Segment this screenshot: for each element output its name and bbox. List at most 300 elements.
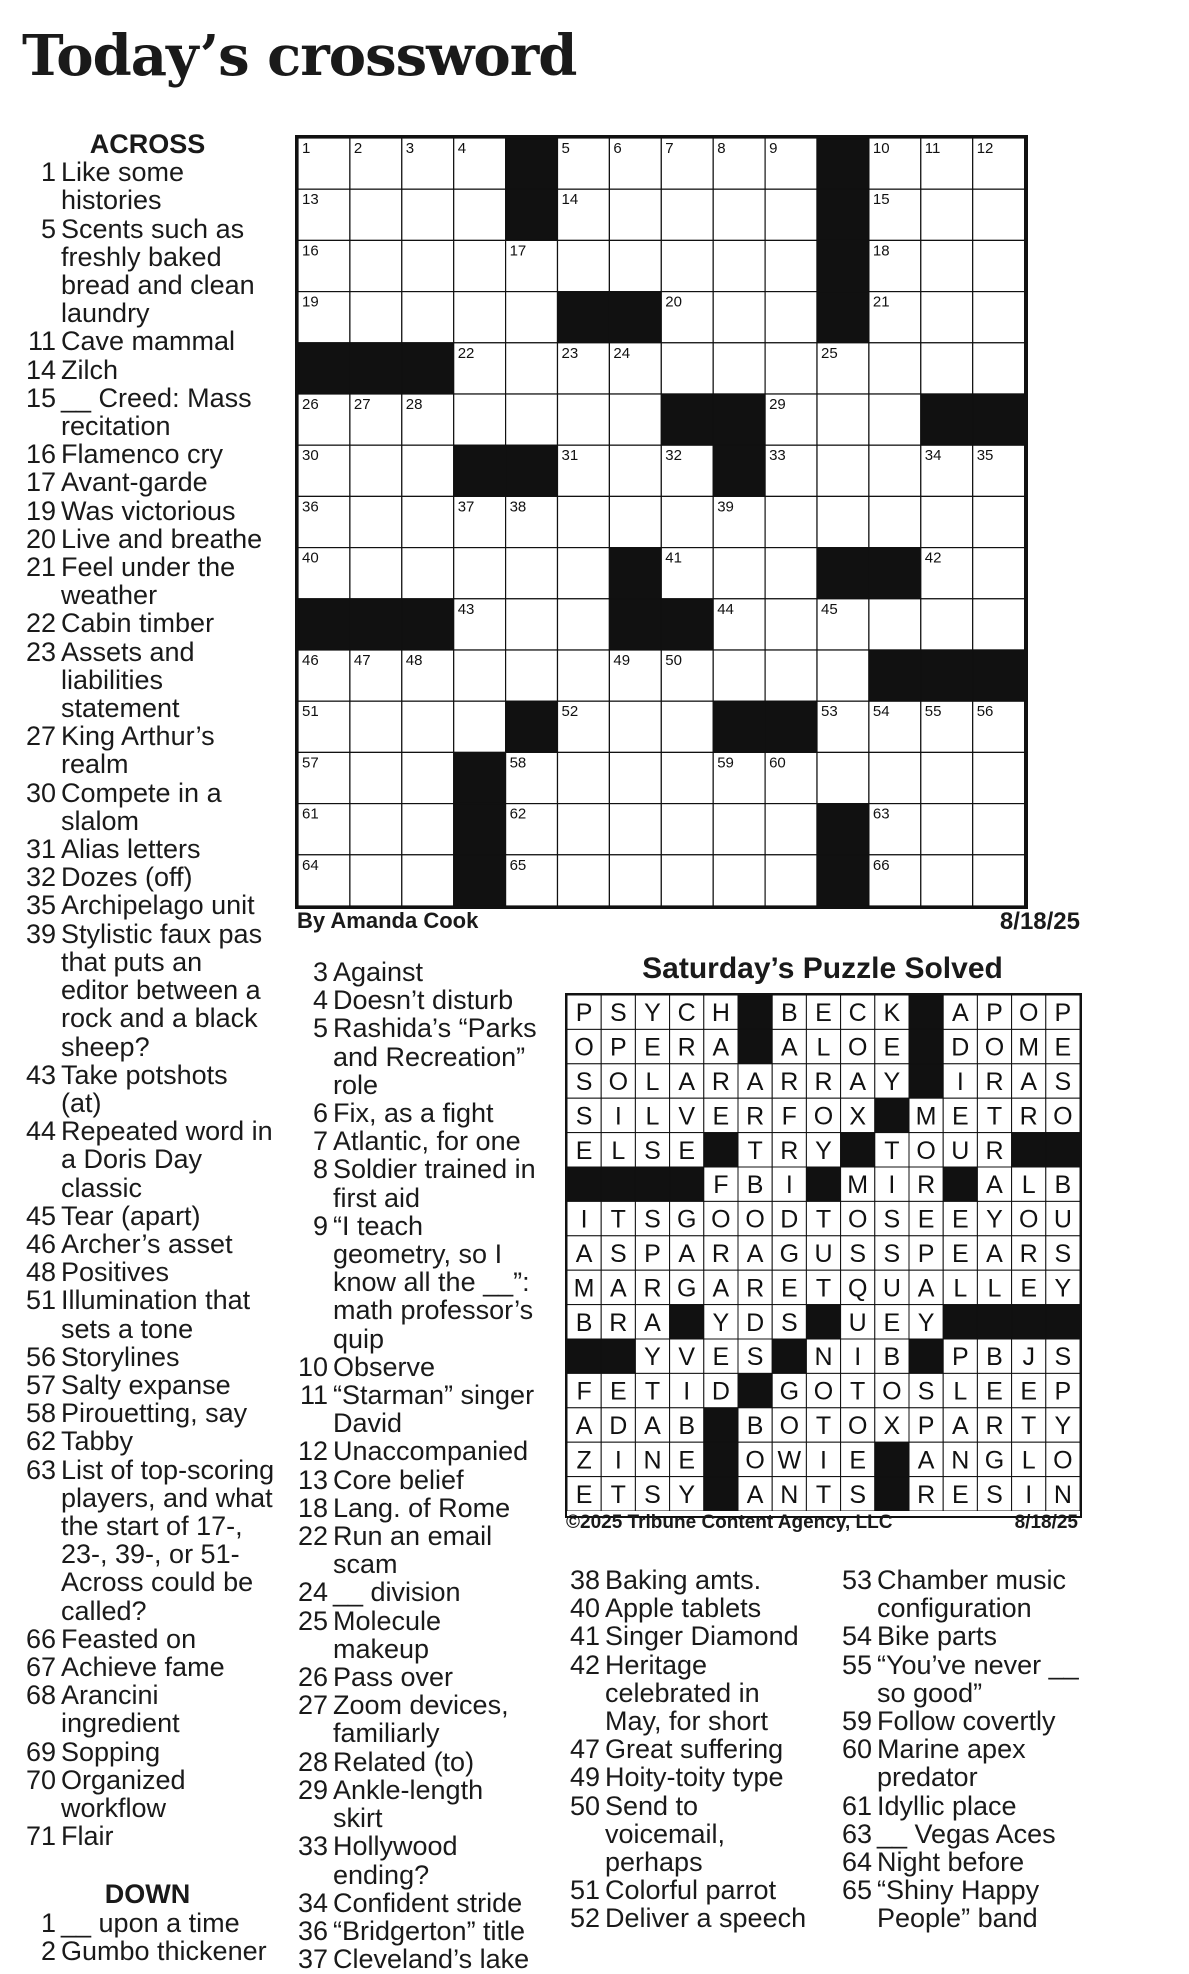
solved-letter: O [1018, 999, 1039, 1028]
solved-letter: U [1053, 1205, 1072, 1234]
clue-number: 46 [25, 1228, 56, 1259]
solved-letter: Y [986, 1205, 1003, 1234]
solved-letter: Y [815, 1136, 832, 1165]
grid-cell[interactable] [973, 189, 1025, 240]
black-square [713, 394, 765, 445]
clue-text: Marine apex predator [877, 1734, 1026, 1793]
black-square [661, 394, 713, 445]
clue-down_c-40 [562, 1594, 822, 1622]
clue-across-58 [20, 1399, 275, 1427]
solved-letter: V [678, 1343, 696, 1372]
grid-cell[interactable] [402, 240, 454, 291]
grid-cell[interactable] [713, 240, 765, 291]
solved-letter: T [644, 1377, 661, 1406]
grid-cell[interactable] [350, 548, 402, 599]
across-list [20, 158, 275, 1850]
grid-cell[interactable] [506, 548, 558, 599]
solved-letter: S [644, 1480, 661, 1509]
grid-cell[interactable] [350, 445, 402, 496]
solved-letter: Y [678, 1480, 696, 1509]
grid-cell[interactable] [765, 855, 817, 906]
solved-letter: I [956, 1068, 964, 1096]
clue-number: 41 [569, 1621, 600, 1652]
grid-cell[interactable] [609, 752, 661, 803]
solved-letter: L [611, 1136, 626, 1165]
solved-letter: R [814, 1068, 833, 1096]
solved-letter: I [683, 1377, 691, 1406]
clue-number: 63 [841, 1818, 872, 1849]
solved-letter: Z [576, 1446, 592, 1475]
cell-number: 4 [457, 140, 467, 157]
clue-text: Ankle-length skirt [333, 1774, 484, 1834]
grid-cell[interactable] [765, 548, 817, 599]
grid-cell[interactable] [558, 855, 610, 906]
clue-number: 64 [841, 1847, 872, 1878]
grid-cell[interactable] [869, 445, 921, 496]
cell-number: 42 [924, 549, 942, 567]
solved-letter: E [849, 1446, 867, 1475]
solved-letter: A [986, 1240, 1003, 1268]
cell-number: 51 [302, 703, 319, 721]
clue-text: __ division [333, 1577, 461, 1608]
clue-number: 5 [312, 1013, 328, 1044]
clue-across-15 [20, 384, 275, 440]
clue-number: 34 [297, 1887, 328, 1918]
grid-cell[interactable] [609, 189, 661, 240]
solved-letter: S [883, 1240, 901, 1268]
clue-across-66 [20, 1625, 275, 1653]
clue-down_b-5 [290, 1014, 540, 1099]
clue-text: Tear (apart) [61, 1200, 201, 1231]
grid-cell[interactable] [454, 394, 506, 445]
solved-letter: S [609, 999, 627, 1028]
grid-cell[interactable] [713, 855, 765, 906]
solved-letter: P [951, 1343, 969, 1372]
grid-cell[interactable] [609, 804, 661, 855]
solved-letter: T [884, 1136, 900, 1165]
cell-number: 53 [821, 703, 838, 721]
solved-letter: G [676, 1274, 697, 1303]
grid-cell[interactable] [661, 343, 713, 394]
down-header: DOWN [104, 1879, 191, 1910]
grid-cell[interactable] [558, 548, 610, 599]
solved-letter: O [711, 1205, 731, 1234]
solved-letter: F [713, 1171, 729, 1200]
clue-down_d-61 [834, 1792, 1089, 1820]
clue-number: 23 [25, 636, 56, 667]
clue-down_b-6 [290, 1099, 540, 1127]
solved-letter: O [779, 1412, 800, 1440]
grid-cell[interactable] [817, 496, 869, 547]
crossword-grid[interactable] [295, 135, 1028, 909]
solved-letter: R [677, 1033, 696, 1062]
grid-cell[interactable] [506, 650, 558, 701]
clue-across-39 [20, 920, 275, 1061]
grid-cell[interactable] [609, 855, 661, 906]
clue-across-11 [20, 327, 275, 355]
clue-column-4 [834, 1566, 1089, 1933]
solved-letter: Y [644, 999, 661, 1028]
grid-cell[interactable] [350, 804, 402, 855]
grid-cell[interactable] [350, 240, 402, 291]
clue-number: 53 [841, 1565, 872, 1595]
clue-number: 61 [841, 1790, 872, 1821]
clue-number: 40 [569, 1593, 600, 1624]
black-square [704, 1442, 738, 1476]
grid-cell[interactable] [869, 599, 921, 650]
black-square [909, 1064, 943, 1098]
clue-number: 28 [297, 1746, 328, 1777]
black-square [704, 1133, 738, 1167]
solved-letter: K [883, 999, 901, 1028]
solved-letter: S [644, 1205, 661, 1234]
grid-cell[interactable] [713, 189, 765, 240]
grid-cell[interactable] [402, 548, 454, 599]
grid-cell[interactable] [869, 752, 921, 803]
solved-letter: M [847, 1171, 869, 1200]
grid-cell[interactable] [765, 496, 817, 547]
grid-cell[interactable] [558, 650, 610, 701]
grid-cell[interactable] [713, 292, 765, 343]
clue-down_b-3 [290, 958, 540, 986]
clue-number: 38 [569, 1565, 600, 1595]
clue-text: Heritage celebrated in May, for short [605, 1649, 769, 1737]
solved-letter: O [1018, 1205, 1039, 1234]
grid-cell[interactable] [765, 650, 817, 701]
grid-cell[interactable] [558, 496, 610, 547]
grid-cell[interactable] [402, 292, 454, 343]
grid-cell[interactable] [609, 394, 661, 445]
solved-letter: E [678, 1136, 696, 1165]
cell-number: 15 [872, 191, 890, 209]
grid-cell[interactable] [506, 343, 558, 394]
grid-cell[interactable] [350, 855, 402, 906]
black-square [567, 1167, 601, 1201]
grid-cell[interactable] [973, 804, 1025, 855]
grid-cell[interactable] [713, 343, 765, 394]
grid-cell[interactable] [973, 752, 1025, 803]
grid-cell[interactable] [350, 496, 402, 547]
cell-number: 19 [302, 293, 319, 311]
grid-cell[interactable] [765, 343, 817, 394]
clue-down_c-41 [562, 1622, 822, 1650]
solved-letter: X [849, 1102, 867, 1131]
solved-letter: L [816, 1033, 831, 1062]
grid-cell[interactable] [661, 804, 713, 855]
cell-number: 47 [353, 652, 371, 669]
clue-text: Related (to) [333, 1746, 475, 1777]
grid-cell[interactable] [402, 189, 454, 240]
grid-cell[interactable] [765, 804, 817, 855]
solved-letter: O [813, 1377, 834, 1406]
clue-down_b-9 [290, 1212, 540, 1353]
black-square [670, 1305, 704, 1339]
clue-text: Bike parts [877, 1621, 998, 1652]
clue-across-70 [20, 1766, 275, 1822]
grid-cell[interactable] [817, 650, 869, 701]
solved-letter: E [951, 1205, 969, 1234]
clue-text: Scents such as freshly baked bread and clean laundry [61, 213, 255, 329]
grid-cell[interactable] [558, 240, 610, 291]
grid-cell[interactable] [765, 240, 817, 291]
solved-letter: S [746, 1343, 764, 1372]
clue-text: Take potshots (at) [61, 1059, 228, 1118]
grid-cell[interactable] [609, 701, 661, 752]
solved-letter: F [576, 1377, 592, 1406]
clue-number: 45 [25, 1200, 56, 1231]
clue-across-57 [20, 1371, 275, 1399]
clue-number: 59 [841, 1706, 872, 1737]
clue-number: 8 [312, 1154, 328, 1185]
clue-across-14 [20, 356, 275, 384]
clue-down_b-18 [290, 1494, 540, 1522]
grid-cell[interactable] [765, 292, 817, 343]
copyright: ©2025 Tribune Content Agency, LLC [566, 1512, 893, 1533]
grid-cell[interactable] [869, 496, 921, 547]
grid-cell[interactable] [402, 855, 454, 906]
grid-cell[interactable] [661, 752, 713, 803]
grid-cell[interactable] [973, 496, 1025, 547]
black-square [875, 1098, 909, 1132]
grid-cell[interactable] [350, 189, 402, 240]
solved-letter: E [678, 1446, 696, 1475]
clue-text: Observe [333, 1351, 436, 1382]
solved-letter: R [746, 1102, 765, 1131]
solved-letter: N [814, 1343, 833, 1372]
grid-cell[interactable] [973, 548, 1025, 599]
grid-cell[interactable] [765, 189, 817, 240]
solved-letter: R [917, 1171, 936, 1200]
clue-text: Pass over [333, 1662, 454, 1693]
solved-letter: L [987, 1274, 1002, 1303]
grid-cell[interactable] [609, 496, 661, 547]
grid-cell[interactable] [558, 394, 610, 445]
grid-cell[interactable] [973, 599, 1025, 650]
cell-number: 2 [353, 140, 363, 157]
grid-cell[interactable] [350, 701, 402, 752]
grid-cell[interactable] [973, 855, 1025, 906]
grid-cell[interactable] [817, 445, 869, 496]
grid-cell[interactable] [869, 343, 921, 394]
solved-letter: A [917, 1446, 935, 1475]
solved-letter: Q [847, 1274, 868, 1303]
solved-letter: U [882, 1274, 901, 1303]
page-title: Today’s crossword [22, 23, 577, 89]
black-square [454, 804, 506, 855]
clue-text: Great suffering [605, 1734, 784, 1765]
clue-text: Illumination that sets a tone [61, 1285, 251, 1344]
clue-text: List of top-scoring players, and what the start of 17-, 23-, 39-, or 51-Across could be called? [61, 1454, 275, 1626]
grid-cell[interactable] [402, 752, 454, 803]
black-square [841, 1133, 875, 1167]
cell-number: 24 [613, 344, 631, 362]
grid-cell[interactable] [454, 240, 506, 291]
clue-text: Atlantic, for one [333, 1126, 521, 1157]
cell-number: 65 [509, 856, 527, 874]
clue-down_b-28 [290, 1748, 540, 1776]
grid-cell[interactable] [817, 394, 869, 445]
clue-text: Baking amts. [605, 1565, 762, 1595]
grid-cell[interactable] [973, 343, 1025, 394]
cell-number: 59 [717, 754, 734, 772]
clue-down_b-34 [290, 1889, 540, 1917]
solved-letter: P [917, 1412, 935, 1440]
grid-cell[interactable] [558, 599, 610, 650]
cell-number: 23 [561, 344, 579, 362]
clue-text: Arancini ingredient [61, 1680, 180, 1739]
grid-cell[interactable] [921, 343, 973, 394]
black-square [973, 394, 1025, 445]
solved-letter: E [575, 1136, 593, 1165]
solved-letter: Y [644, 1343, 661, 1372]
black-square [713, 701, 765, 752]
clue-number: 29 [297, 1774, 328, 1805]
solved-letter: A [951, 999, 969, 1028]
clue-text: Deliver a speech [605, 1903, 807, 1934]
solved-letter: B [883, 1343, 901, 1372]
black-square [601, 1339, 635, 1373]
solved-letter: S [986, 1480, 1003, 1509]
cell-number: 25 [821, 344, 838, 362]
cell-number: 8 [717, 140, 726, 157]
cell-number: 56 [976, 703, 994, 721]
grid-cell[interactable] [869, 394, 921, 445]
clue-across-27 [20, 722, 275, 778]
cell-number: 50 [665, 652, 682, 669]
clue-number: 58 [25, 1398, 56, 1429]
grid-cell[interactable] [350, 752, 402, 803]
solved-letter: L [645, 1068, 660, 1096]
grid-cell[interactable] [350, 292, 402, 343]
grid-cell[interactable] [609, 240, 661, 291]
grid-cell[interactable] [609, 445, 661, 496]
clue-number: 54 [841, 1621, 872, 1652]
cell-number: 52 [561, 703, 579, 721]
grid-cell[interactable] [661, 701, 713, 752]
grid-cell[interactable] [713, 804, 765, 855]
clue-number: 14 [25, 354, 56, 385]
grid-cell[interactable] [506, 599, 558, 650]
grid-cell[interactable] [454, 548, 506, 599]
solved-grid [565, 993, 1082, 1518]
grid-cell[interactable] [973, 240, 1025, 291]
cell-number: 17 [509, 242, 527, 260]
grid-cell[interactable] [921, 240, 973, 291]
solved-letter: W [777, 1446, 802, 1475]
clue-text: “Shiny Happy People” band [877, 1875, 1040, 1934]
solved-letter: P [644, 1240, 661, 1268]
black-square [875, 1442, 909, 1476]
clue-text: Hoity-toity type [605, 1762, 784, 1793]
grid-cell[interactable] [713, 650, 765, 701]
grid-cell[interactable] [661, 240, 713, 291]
grid-cell[interactable] [506, 292, 558, 343]
grid-cell[interactable] [921, 496, 973, 547]
grid-cell[interactable] [817, 752, 869, 803]
clue-text: Flamenco cry [61, 439, 224, 470]
grid-cell[interactable] [454, 292, 506, 343]
grid-cell[interactable] [454, 189, 506, 240]
cell-number: 60 [769, 754, 786, 772]
grid-cell[interactable] [558, 752, 610, 803]
clue-text: Organized workflow [61, 1764, 186, 1823]
clue-number: 36 [297, 1915, 328, 1946]
grid-cell[interactable] [454, 650, 506, 701]
grid-cell[interactable] [765, 599, 817, 650]
solved-letter: T [815, 1274, 832, 1303]
grid-cell[interactable] [921, 804, 973, 855]
cell-number: 62 [509, 805, 527, 823]
black-square [670, 1167, 704, 1201]
solved-title: Saturday’s Puzzle Solved [642, 952, 1003, 985]
solved-letter: I [1025, 1480, 1033, 1509]
grid-cell[interactable] [921, 855, 973, 906]
grid-cell[interactable] [506, 394, 558, 445]
solved-letter: R [917, 1480, 936, 1509]
cell-number: 16 [302, 242, 319, 260]
cell-number: 66 [872, 856, 890, 874]
solved-letter: D [609, 1412, 628, 1440]
clue-column-1 [20, 130, 275, 1965]
solved-letter: A [644, 1412, 661, 1440]
solved-letter: G [779, 1240, 800, 1268]
solved-letter: M [573, 1274, 595, 1303]
grid-cell[interactable] [921, 189, 973, 240]
grid-cell[interactable] [973, 292, 1025, 343]
grid-cell[interactable] [661, 855, 713, 906]
clue-text: Against [333, 957, 424, 987]
black-square [817, 548, 869, 599]
clue-across-69 [20, 1738, 275, 1766]
grid-cell[interactable] [921, 752, 973, 803]
clue-across-43 [20, 1061, 275, 1117]
clue-down_b-25 [290, 1607, 540, 1663]
solved-letter: A [678, 1068, 696, 1096]
solved-letter: R [780, 1068, 799, 1096]
clue-across-23 [20, 638, 275, 723]
grid-cell[interactable] [921, 599, 973, 650]
grid-cell[interactable] [713, 548, 765, 599]
cell-number: 26 [302, 396, 319, 413]
clue-text: __ Vegas Aces [877, 1818, 1056, 1849]
clue-text: Run an email scam [333, 1521, 493, 1580]
black-square [454, 752, 506, 803]
grid-cell[interactable] [402, 445, 454, 496]
solved-letter: B [1054, 1171, 1072, 1200]
solved-letter: Y [712, 1308, 730, 1337]
solved-letter: S [1054, 1240, 1072, 1268]
black-square [704, 1477, 738, 1511]
grid-cell[interactable] [402, 701, 454, 752]
clue-across-46 [20, 1230, 275, 1258]
clue-text: Send to voicemail, perhaps [605, 1790, 726, 1878]
clue-text: Dozes (off) [61, 862, 193, 893]
clue-down_d-55 [834, 1651, 1089, 1707]
grid-cell[interactable] [921, 292, 973, 343]
grid-cell[interactable] [661, 496, 713, 547]
clue-text: Singer Diamond [605, 1621, 799, 1652]
grid-cell[interactable] [558, 804, 610, 855]
solved-letter: A [780, 1033, 798, 1062]
black-square [298, 599, 350, 650]
clue-down_d-60 [834, 1735, 1089, 1791]
grid-cell[interactable] [661, 189, 713, 240]
solved-letter: B [746, 1412, 764, 1440]
grid-cell[interactable] [402, 496, 454, 547]
grid-cell[interactable] [454, 701, 506, 752]
grid-cell[interactable] [402, 804, 454, 855]
black-square [601, 1167, 635, 1201]
